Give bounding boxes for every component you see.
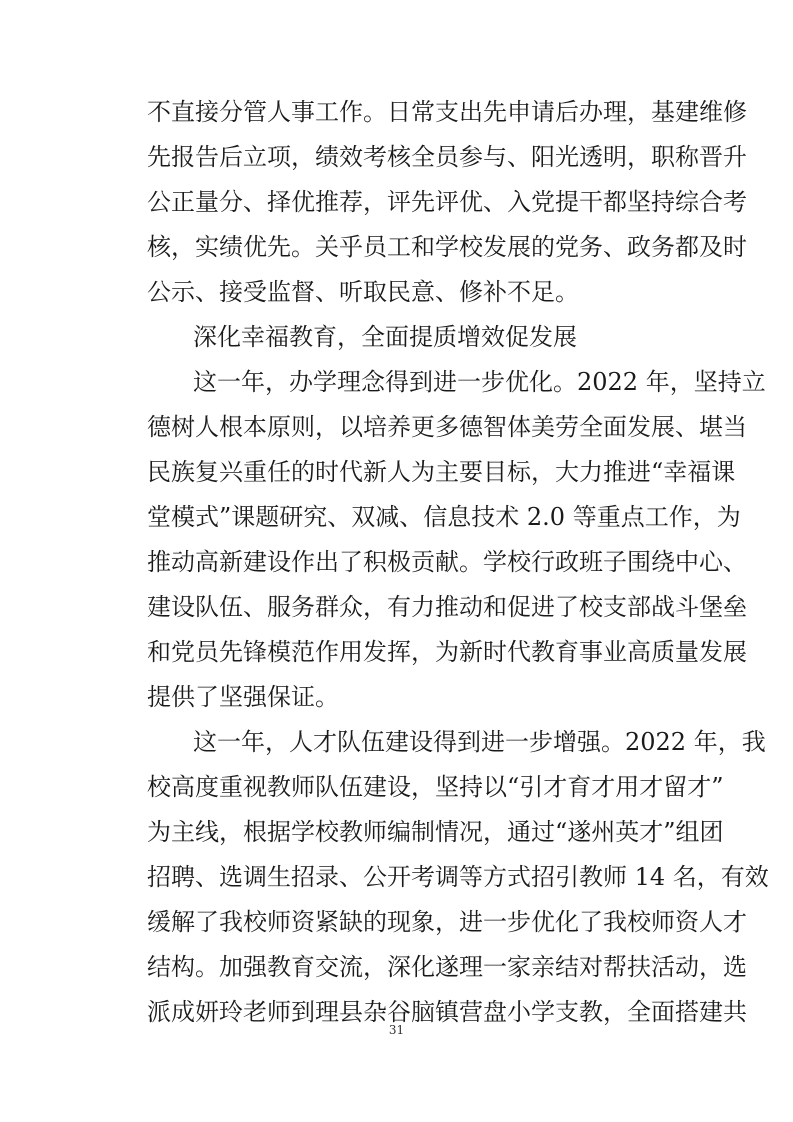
text-line: 招聘、选调生招录、公开考调等方式招引教师 14 名，有效 [147,863,769,891]
text-line: 推动高新建设作出了积极贡献。学校行政班子围绕中心、 [147,548,747,576]
page-number: 31 [388,1023,405,1037]
text-line: 这一年，办学理念得到进一步优化。2022 年，坚持立 [193,368,766,396]
text-line: 这一年，人才队伍建设得到进一步增强。2022 年，我 [193,728,766,756]
text-line: 公正量分、择优推荐，评先评优、入党提干都坚持综合考 [147,188,747,216]
text-line: 为主线，根据学校教师编制情况，通过“遂州英才”组团 [147,818,724,846]
section-heading: 深化幸福教育，全面提质增效促发展 [193,323,577,351]
text-line: 不直接分管人事工作。日常支出先申请后办理，基建维修 [147,98,747,126]
text-line: 缓解了我校师资紧缺的现象，进一步优化了我校师资人才 [147,908,747,936]
text-line: 结构。加强教育交流，深化遂理一家亲结对帮扶活动，选 [147,953,747,981]
text-line: 派成妍玲老师到理县杂谷脑镇营盘小学支教，全面搭建共 [147,998,747,1026]
text-line: 建设队伍、服务群众，有力推动和促进了校支部战斗堡垒 [147,593,747,621]
text-line: 德树人根本原则，以培养更多德智体美劳全面发展、堪当 [147,413,747,441]
text-line: 民族复兴重任的时代新人为主要目标，大力推进“幸福课 [147,458,736,486]
text-line: 校高度重视教师队伍建设，坚持以“引才育才用才留才” [147,773,724,801]
text-line: 先报告后立项，绩效考核全员参与、阳光透明，职称晋升 [147,143,747,171]
text-line: 核，实绩优先。关乎员工和学校发展的党务、政务都及时 [147,233,747,261]
text-line: 和党员先锋模范作用发挥，为新时代教育事业高质量发展 [147,638,747,666]
text-line: 提供了坚强保证。 [147,683,339,711]
text-line: 堂模式”课题研究、双减、信息技术 2.0 等重点工作，为 [147,503,741,531]
text-line: 公示、接受监督、听取民意、修补不足。 [147,278,579,306]
